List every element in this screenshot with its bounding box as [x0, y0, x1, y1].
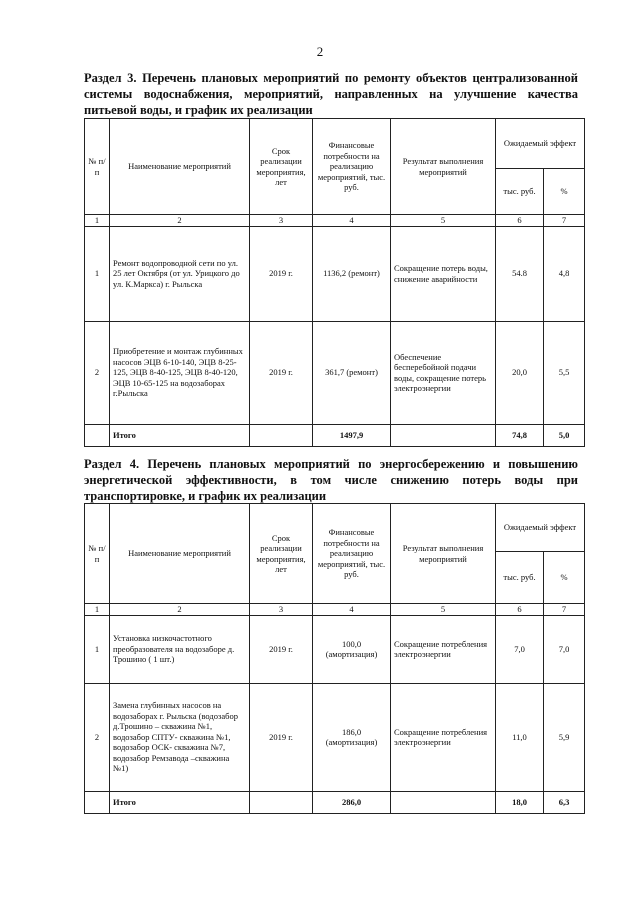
total-row: [85, 424, 585, 446]
col-number: 2: [110, 215, 250, 227]
row-name: Установка низкочастотного преобразователя на водозаборе д. Трошино ( 1 шт.): [110, 615, 250, 683]
col-header-effect-pct: %: [544, 169, 585, 215]
col-header-effect: Ожидаемый эффект: [496, 119, 585, 169]
col-header-num: № п/п: [85, 504, 110, 604]
col-number: 6: [496, 215, 544, 227]
col-header-result: Результат выполнения мероприятий: [391, 119, 496, 215]
col-number: 3: [250, 215, 313, 227]
total-effect-rub: 18,0: [496, 791, 544, 813]
row-term: 2019 г.: [250, 615, 313, 683]
row-finance: 361,7 (ремонт): [313, 321, 391, 424]
row-num: 2: [85, 683, 110, 791]
col-number: 4: [313, 604, 391, 616]
col-number: 6: [496, 604, 544, 616]
col-number: 1: [85, 215, 110, 227]
col-header-result: Результат выполнения мероприятий: [391, 504, 496, 604]
row-num: 1: [85, 226, 110, 321]
section4-table: [84, 503, 585, 814]
table-row: [85, 683, 585, 791]
row-result: Сокращение потерь воды, снижение аварийности: [391, 226, 496, 321]
table-row: [85, 226, 585, 321]
col-number: 1: [85, 604, 110, 616]
row-name: Ремонт водопроводной сети по ул. 25 лет Октября (от ул. Урицкого до ул. К.Маркса) г. Рыльска: [110, 226, 250, 321]
row-num: 1: [85, 615, 110, 683]
total-effect-rub: 74,8: [496, 424, 544, 446]
col-header-finance: Финансовые потребности на реализацию мероприятий, тыс. руб.: [313, 119, 391, 215]
total-label: Итого: [110, 791, 250, 813]
col-number: 7: [544, 604, 585, 616]
row-effect-pct: 5,9: [544, 683, 585, 791]
table-row: [85, 615, 585, 683]
row-finance: 1136,2 (ремонт): [313, 226, 391, 321]
col-header-term: Срок реализации мероприятия, лет: [250, 119, 313, 215]
total-label: Итого: [110, 424, 250, 446]
row-term: 2019 г.: [250, 321, 313, 424]
row-num: 2: [85, 321, 110, 424]
col-number: 5: [391, 604, 496, 616]
row-effect-rub: 11,0: [496, 683, 544, 791]
col-number: 4: [313, 215, 391, 227]
col-number: 7: [544, 215, 585, 227]
page-number: 2: [316, 44, 324, 59]
table-row: [85, 321, 585, 424]
row-effect-pct: 5,5: [544, 321, 585, 424]
row-finance: 186,0 (амортизация): [313, 683, 391, 791]
row-name: Замена глубинных насосов на водозаборах г. Рыльска (водозабор д.Трошино – скважина №1, водозабор СПТУ- скважина №1, водозабор ОСК- скважина №7, водозабор Ремзавода –скважина №1): [110, 683, 250, 791]
row-result: Сокращение потребления электроэнергии: [391, 615, 496, 683]
col-header-name: Наименование мероприятий: [110, 119, 250, 215]
total-row: [85, 791, 585, 813]
total-finance: 286,0: [313, 791, 391, 813]
section3-heading: Раздел 3. Перечень плановых мероприятий по ремонту объектов централизованной системы водоснабжения, мероприятий, направленных на улучшение качества питьевой воды, и график их реализации: [84, 71, 578, 117]
row-effect-pct: 4,8: [544, 226, 585, 321]
section3-table: [84, 118, 585, 447]
row-effect-rub: 20,0: [496, 321, 544, 424]
col-header-effect: Ожидаемый эффект: [496, 504, 585, 552]
section4-heading: Раздел 4. Перечень плановых мероприятий по энергосбережению и повышению энергетической эффективности, в том числе снижению потерь воды при транспортировке, и график их реализации: [84, 457, 578, 503]
total-finance: 1497,9: [313, 424, 391, 446]
col-header-num: № п/п: [85, 119, 110, 215]
col-number: 5: [391, 215, 496, 227]
row-name: Приобретение и монтаж глубинных насосов ЭЦВ 6-10-140, ЭЦВ 8-25-125, ЭЦВ 8-40-125, ЭЦВ 8-40-120, ЭЦВ 10-65-125 на водозаборах г.Рыльска: [110, 321, 250, 424]
row-term: 2019 г.: [250, 683, 313, 791]
row-result: Сокращение потребления электроэнергии: [391, 683, 496, 791]
col-header-effect-pct: %: [544, 552, 585, 604]
col-header-finance: Финансовые потребности на реализацию мероприятий, тыс. руб.: [313, 504, 391, 604]
row-term: 2019 г.: [250, 226, 313, 321]
col-header-term: Срок реализации мероприятия, лет: [250, 504, 313, 604]
col-header-effect-rub: тыс. руб.: [496, 552, 544, 604]
col-header-effect-rub: тыс. руб.: [496, 169, 544, 215]
row-effect-rub: 54.8: [496, 226, 544, 321]
col-header-name: Наименование мероприятий: [110, 504, 250, 604]
total-effect-pct: 5,0: [544, 424, 585, 446]
row-finance: 100,0 (амортизация): [313, 615, 391, 683]
row-effect-rub: 7,0: [496, 615, 544, 683]
col-number: 2: [110, 604, 250, 616]
total-effect-pct: 6,3: [544, 791, 585, 813]
col-number: 3: [250, 604, 313, 616]
row-result: Обеспечение бесперебойной подачи воды, сокращение потерь электроэнергии: [391, 321, 496, 424]
row-effect-pct: 7,0: [544, 615, 585, 683]
